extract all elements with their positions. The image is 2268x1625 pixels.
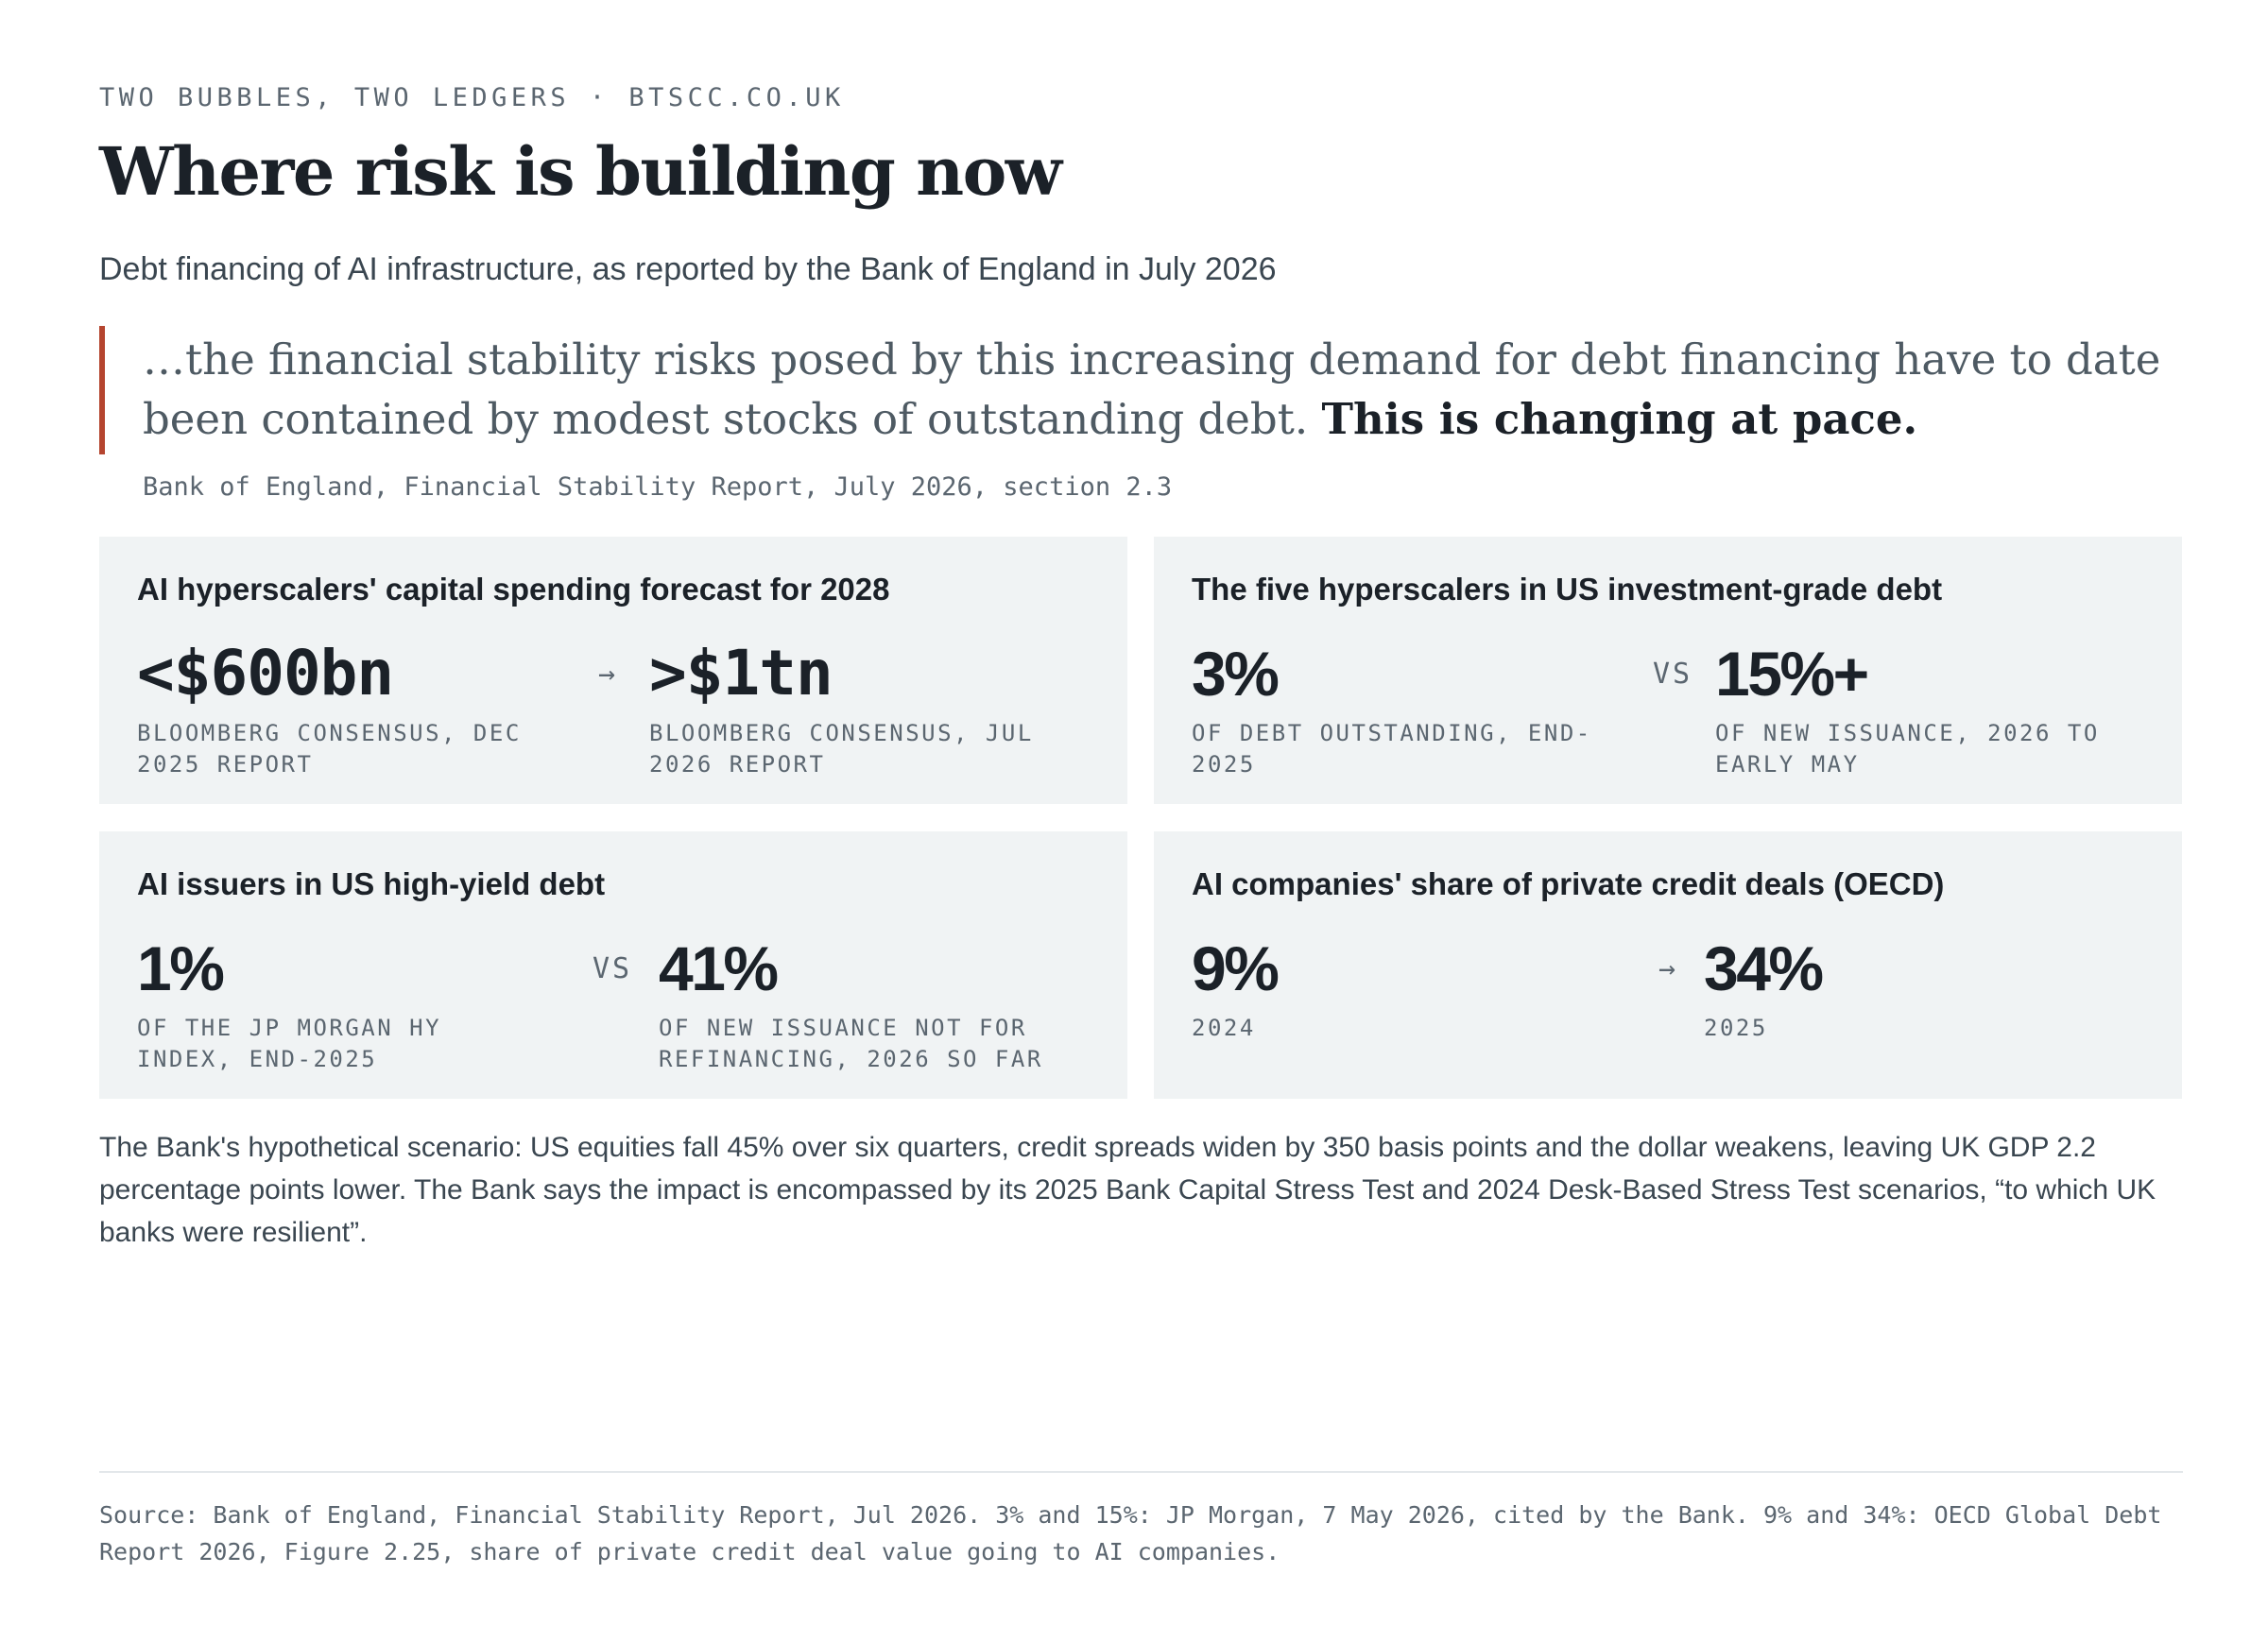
source-note: Source: Bank of England, Financial Stability Report, Jul 2026. 3% and 15%: JP Morgan, 7 May 2026, cited by the Bank. 9% and 34%: OECD Global Debt Report 2026, Figure 2.25, share of private credit deal value going to AI companies. bbox=[99, 1501, 2162, 1565]
stat-caption: BLOOMBERG CONSENSUS, DEC 2025 REPORT bbox=[137, 720, 522, 778]
arrow-icon: → bbox=[598, 658, 619, 691]
stat-left bbox=[1192, 933, 1645, 1044]
scenario-paragraph: The Bank's hypothetical scenario: US equities fall 45% over six quarters, credit spreads widen by 350 basis points and the dollar weakens, leaving UK GDP 2.2 percentage points lower. The Bank says the impact is encompassed by its 2025 Bank Capital Stress Test and 2024 Desk-Based Stress Test scenarios, “to which UK banks were resilient”. bbox=[99, 1132, 2156, 1248]
stat-value: 15%+ bbox=[1715, 639, 1867, 709]
card-title: AI hyperscalers' capital spending forecast for 2028 bbox=[137, 572, 890, 607]
stat-caption: OF THE JP MORGAN HY INDEX, END-2025 bbox=[137, 1015, 442, 1072]
page-title: Where risk is building now bbox=[99, 132, 1061, 211]
quote-emphasis: This is changing at pace. bbox=[1321, 394, 1918, 444]
card-title: AI companies' share of private credit deals (OECD) bbox=[1192, 866, 1945, 901]
stat-value: 41% bbox=[659, 933, 777, 1003]
card-title: The five hyperscalers in US investment-grade debt bbox=[1192, 572, 1943, 607]
stat-right bbox=[649, 639, 1103, 780]
stat-caption: 2025 bbox=[1704, 1015, 1768, 1041]
stat-card-investment-grade bbox=[1154, 537, 2182, 804]
quote-citation: Bank of England, Financial Stability Report, July 2026, section 2.3 bbox=[143, 472, 1173, 502]
pull-quote bbox=[99, 326, 2183, 454]
stat-left bbox=[1192, 639, 1645, 780]
versus-label: VS bbox=[593, 952, 633, 985]
stat-value: <$600bn bbox=[137, 637, 394, 710]
stat-right bbox=[659, 933, 1103, 1075]
stat-caption: OF NEW ISSUANCE NOT FOR REFINANCING, 2026 SO FAR bbox=[659, 1015, 1043, 1072]
stat-caption: OF NEW ISSUANCE, 2026 TO EARLY MAY bbox=[1715, 720, 2100, 778]
stat-caption: 2024 bbox=[1192, 1015, 1256, 1041]
stat-right bbox=[1704, 933, 2157, 1044]
stat-card-capex bbox=[99, 537, 1127, 804]
stat-value: 3% bbox=[1192, 639, 1278, 709]
quote-text: …the financial stability risks posed by this increasing demand for debt financing have to date been contained by modest stocks of outstanding debt. bbox=[143, 334, 2161, 444]
stat-left bbox=[137, 933, 553, 1075]
arrow-icon: → bbox=[1658, 952, 1679, 985]
card-title: AI issuers in US high-yield debt bbox=[137, 866, 606, 901]
stat-caption: OF DEBT OUTSTANDING, END-2025 bbox=[1192, 720, 1592, 778]
stat-value: 1% bbox=[137, 933, 223, 1003]
versus-label: VS bbox=[1653, 658, 1693, 691]
stat-value: 34% bbox=[1704, 933, 1822, 1003]
stat-left bbox=[137, 639, 591, 780]
stat-card-high-yield bbox=[99, 831, 1127, 1099]
stat-caption: BLOOMBERG CONSENSUS, JUL 2026 REPORT bbox=[649, 720, 1034, 778]
stat-card-private-credit bbox=[1154, 831, 2182, 1099]
page-subtitle: Debt financing of AI infrastructure, as reported by the Bank of England in July 2026 bbox=[99, 251, 1277, 287]
kicker: TWO BUBBLES, TWO LEDGERS · BTSCC.CO.UK bbox=[99, 83, 845, 112]
divider bbox=[99, 1471, 2183, 1473]
stat-value: 9% bbox=[1192, 933, 1278, 1003]
stat-value: >$1tn bbox=[649, 637, 833, 710]
stat-right bbox=[1715, 639, 2150, 780]
